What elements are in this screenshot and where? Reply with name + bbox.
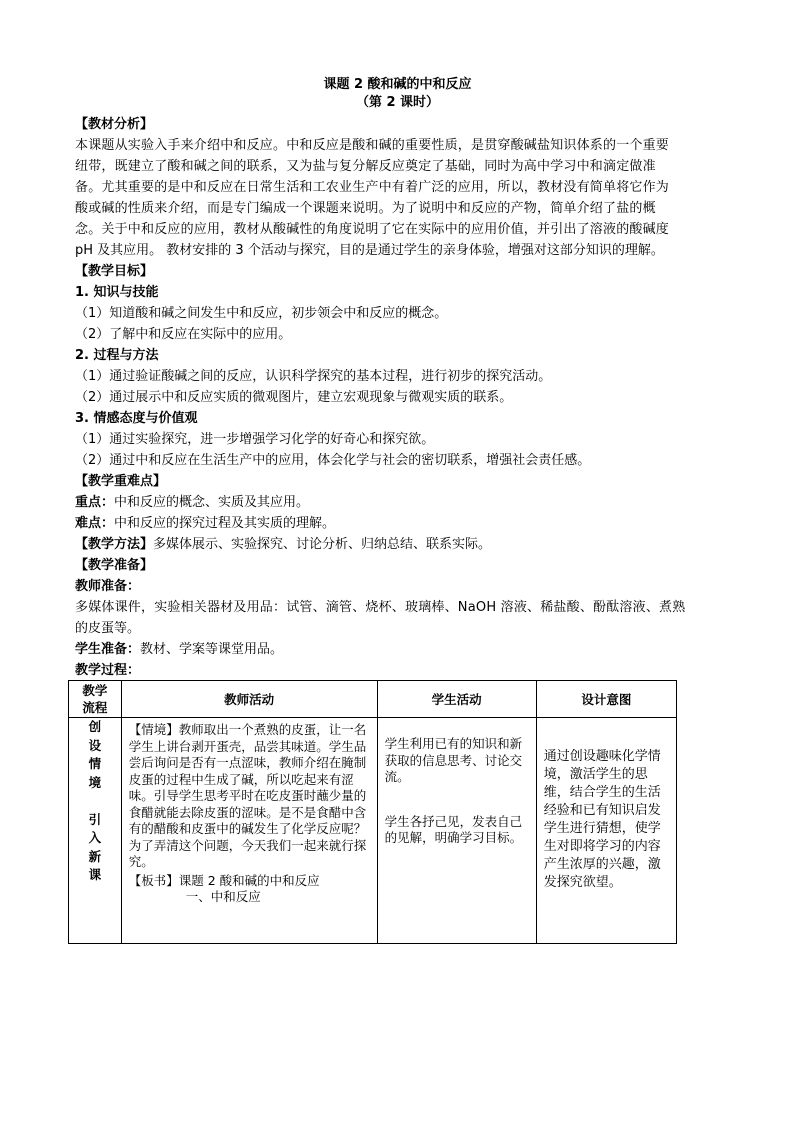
- difficulty-text: 中和反应的探究过程及其实质的理解。: [114, 516, 336, 531]
- objectives-heading: 【教学目标】: [75, 264, 154, 279]
- student-activity-cell: [377, 718, 536, 944]
- table-row: [69, 718, 677, 944]
- column-header-student: 学生活动: [377, 681, 536, 718]
- document-body: [75, 76, 720, 681]
- column-header-flow: [69, 681, 122, 718]
- methods-text: 多媒体展示、实验探究、讨论分析、归纳总结、联系实际。: [153, 537, 492, 552]
- lesson-title: 课题 2 酸和碱的中和反应: [323, 77, 472, 92]
- objective-item: （2）了解中和反应在实际中的应用。: [75, 327, 292, 342]
- teacher-activity-text: 【情境】教师取出一个煮熟的皮蛋，让一名学生上讲台剥开蛋壳，品尝其味道。学生品尝后询问是否有一点涩味，教师介绍在腌制皮蛋的过程中生成了碱，所以吃起来有涩味。引导学生思考平时在吃皮蛋时蘸少量的食醋就能去除皮蛋的涩味。是不是食醋中含有的醋酸和皮蛋中的碱发生了化学反应呢？为了弄清这个问题，今天我们一起来就行探究。: [128, 722, 367, 869]
- teacher-prep-text-cont: 的皮蛋等。: [75, 621, 141, 636]
- focus-label: 重点：: [75, 495, 115, 510]
- objective-item: （1）知道酸和碱之间发生中和反应，初步领会中和反应的概念。: [75, 306, 448, 321]
- methods-line: [75, 534, 720, 555]
- focus-line: [75, 492, 720, 513]
- objective-section-title: 1. 知识与技能: [75, 285, 159, 300]
- lesson-subtitle: （第 2 课时）: [355, 95, 440, 110]
- objective-item: （1）通过实验探究，进一步增强学习化学的好奇心和探究欲。: [75, 432, 435, 447]
- flow-cell: [69, 718, 122, 944]
- column-header-flow-text: 教学 流程: [82, 683, 108, 715]
- teacher-prep-label: 教师准备：: [75, 579, 141, 594]
- objective-item: （1）通过验证酸碱之间的反应，认识科学探究的基本过程，进行初步的探究活动。: [75, 369, 552, 384]
- student-prep-text: 教材、学案等课堂用品。: [140, 642, 284, 657]
- paragraph-line: 本课题从实验入手来介绍中和反应。中和反应是酸和碱的重要性质，是贯穿酸碱盐知识体系的一个重要: [75, 138, 670, 153]
- paragraph-line: 备。尤其重要的是中和反应在日常生活和工农业生产中有着广泛的应用，所以，教材没有简单将它作为: [75, 180, 670, 195]
- teacher-activity-cell: [121, 718, 377, 944]
- difficulty-label: 难点：: [75, 516, 115, 531]
- column-header-design: 设计意图: [536, 681, 676, 718]
- material-analysis-heading: 【教材分析】: [75, 117, 154, 132]
- key-points-heading: 【教学重难点】: [75, 474, 167, 489]
- teaching-process-table: [68, 680, 677, 944]
- difficulty-line: [75, 513, 720, 534]
- objective-item: （2）通过展示中和反应实质的微观图片，建立宏观现象与微观实质的联系。: [75, 390, 513, 405]
- student-activity-text: 学生利用已有的知识和新获取的信息思考、讨论交流。: [384, 736, 523, 784]
- board-note-item: 一、中和反应: [185, 889, 261, 904]
- table-header-row: [69, 681, 677, 718]
- teacher-prep-text: 多媒体课件，实验相关器材及用品：试管、滴管、烧杯、玻璃棒、NaOH 溶液、稀盐酸、酚酞溶液、煮熟: [75, 600, 686, 615]
- paragraph-line: 纽带，既建立了酸和碱之间的联系，又为盐与复分解反应奠定了基础，同时为高中学习中和滴定做准: [75, 159, 656, 174]
- objective-section-title: 3. 情感态度与价值观: [75, 411, 198, 426]
- preparation-heading: 【教学准备】: [75, 558, 154, 573]
- column-header-teacher: 教师活动: [121, 681, 377, 718]
- student-activity-text: 学生各抒己见，发表自己的见解，明确学习目标。: [384, 813, 523, 845]
- paragraph-line: 念。关于中和反应的应用，教材从酸碱性的角度说明了它在实际中的应用价值，并引出了溶液的酸碱度: [75, 222, 670, 237]
- material-analysis-text: [75, 135, 720, 261]
- design-intent-cell: [536, 718, 676, 944]
- student-prep-line: [75, 639, 720, 660]
- flow-text: 创 设 情 境 引 入 新 课: [88, 719, 102, 882]
- paragraph-line: 酸或碱的性质来介绍，而是专门编成一个课题来说明。为了说明中和反应的产物，简单介绍了盐的概: [75, 201, 656, 216]
- objective-item: （2）通过中和反应在生活生产中的应用，体会化学与社会的密切联系，增强社会责任感。: [75, 453, 591, 468]
- focus-text: 中和反应的概念、实质及其应用。: [114, 495, 310, 510]
- paragraph-line: pH 及其应用。 教材安排的 3 个活动与探究，目的是通过学生的亲身体验，增强对这部分知识的理解。: [75, 243, 664, 258]
- methods-heading: 【教学方法】: [75, 537, 154, 552]
- process-heading: 教学过程：: [75, 663, 141, 678]
- design-intent-text: 通过创设趣味化学情境，激活学生的思维，结合学生的生活经验和已有知识启发学生进行猜想，使学生对即将学习的内容产生浓厚的兴趣，激发探究欲望。: [543, 749, 661, 890]
- board-note-title: 【板书】课题 2 酸和碱的中和反应: [128, 872, 320, 888]
- student-prep-label: 学生准备：: [75, 642, 141, 657]
- objective-section-title: 2. 过程与方法: [75, 348, 159, 363]
